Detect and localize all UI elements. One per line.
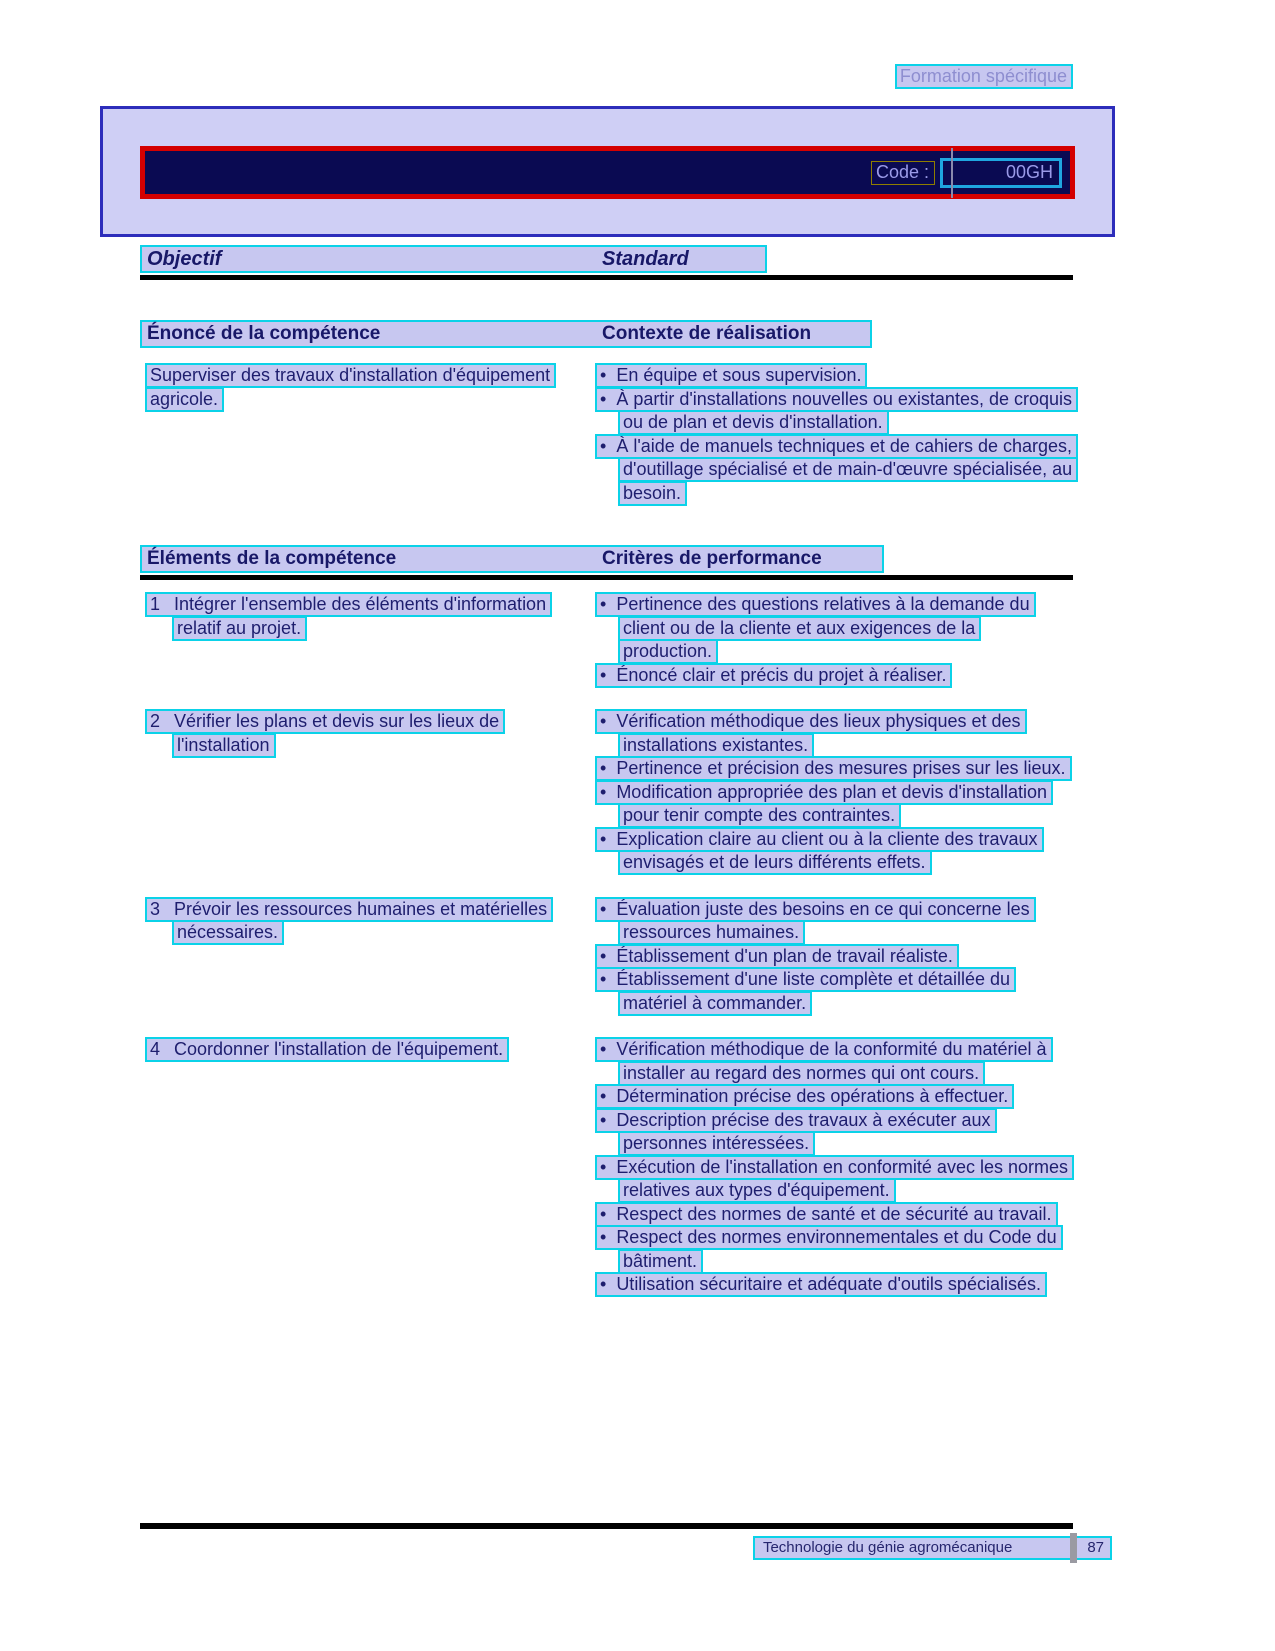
criteria-list — [595, 710, 1073, 875]
contexte-item-text: À l'aide de manuels techniques et de cahiers de charges, d'outillage spécialisé et de main-d'œuvre spécialisée, au besoin. — [616, 435, 1073, 503]
bullet-icon: • — [600, 435, 607, 456]
criteria-item — [595, 1226, 1073, 1273]
bullet-icon: • — [600, 365, 607, 385]
criteria-item — [595, 781, 1073, 828]
criteria-text: Pertinence et précision des mesures prises sur les lieux. — [616, 758, 1066, 778]
bullet-icon: • — [600, 1039, 607, 1059]
page-footer — [753, 1536, 1112, 1560]
element-row-2 — [140, 710, 1073, 875]
element-number: 1 — [150, 594, 161, 614]
title-box — [100, 106, 1115, 237]
element-row-4 — [140, 1038, 1073, 1297]
document-page — [140, 0, 1073, 1297]
objectif-standard-band — [140, 245, 767, 273]
enonce-heading: Énoncé de la compétence — [147, 323, 381, 344]
criteria-text: Respect des normes environnementales et du Code du bâtiment. — [616, 1227, 1057, 1271]
criteria-text: Explication claire au client ou à la cliente des travaux envisagés et de leurs différents effets. — [616, 828, 1038, 872]
bullet-icon: • — [600, 1274, 607, 1294]
code-label: Code : — [871, 161, 935, 185]
criteres-heading: Critères de performance — [602, 548, 822, 569]
bullet-icon: • — [600, 664, 607, 685]
bullet-icon: • — [600, 711, 607, 731]
element-statement — [145, 593, 565, 640]
contexte-item — [595, 364, 1073, 388]
criteria-list — [595, 593, 1073, 687]
criteria-text: Vérification méthodique des lieux physiques et des installations existantes. — [616, 711, 1021, 755]
bullet-icon: • — [600, 1109, 607, 1130]
criteria-item — [595, 593, 1073, 664]
divider-rule-elements — [140, 575, 1073, 580]
contexte-item-text: En équipe et sous supervision. — [616, 365, 862, 385]
element-statement — [145, 898, 565, 945]
bullet-icon: • — [600, 758, 607, 778]
bullet-icon: • — [600, 594, 607, 614]
objectif-heading: Objectif — [147, 247, 222, 270]
criteria-list — [595, 1038, 1073, 1297]
criteria-item — [595, 1085, 1073, 1109]
criteria-text: Établissement d'une liste complète et détaillée du matériel à commander. — [616, 969, 1010, 1013]
criteria-item — [595, 664, 1073, 688]
criteria-item — [595, 1203, 1073, 1227]
page-header-tag: Formation spécifique — [895, 64, 1073, 89]
element-number: 3 — [150, 898, 161, 919]
title-banner — [140, 146, 1075, 199]
element-number: 4 — [150, 1039, 161, 1059]
contexte-heading: Contexte de réalisation — [602, 323, 812, 344]
criteria-text: Respect des normes de santé et de sécurité au travail. — [616, 1203, 1052, 1224]
criteria-text: Vérification méthodique de la conformité du matériel à installer au regard des normes qui ont cours. — [616, 1039, 1047, 1083]
field-divider — [951, 148, 953, 198]
bullet-icon: • — [600, 945, 607, 966]
element-text: Vérifier les plans et devis sur les lieux de l'installation — [174, 711, 500, 755]
criteria-item — [595, 898, 1073, 945]
criteria-text: Énoncé clair et précis du projet à réaliser. — [616, 664, 947, 685]
criteria-text: Établissement d'un plan de travail réaliste. — [616, 945, 953, 966]
criteria-item — [595, 710, 1073, 757]
criteria-item — [595, 1156, 1073, 1203]
element-statement — [145, 1038, 565, 1062]
contexte-item-text: À partir d'installations nouvelles ou existantes, de croquis ou de plan et devis d'installation. — [616, 388, 1072, 432]
page-header-tag-row — [140, 66, 1073, 94]
criteria-text: Exécution de l'installation en conformité avec les normes relatives aux types d'équipement. — [616, 1156, 1068, 1200]
criteria-list — [595, 898, 1073, 1016]
footer-page-number: 87 — [1087, 1539, 1104, 1556]
standard-heading: Standard — [602, 247, 689, 270]
element-text: Intégrer l'ensemble des éléments d'information relatif au projet. — [174, 594, 547, 638]
criteria-item — [595, 968, 1073, 1015]
element-text: Coordonner l'installation de l'équipement. — [174, 1039, 504, 1059]
criteria-text: Modification appropriée des plan et devis d'installation pour tenir compte des contraintes. — [616, 781, 1048, 825]
elements-heading: Éléments de la compétence — [147, 548, 397, 569]
element-row-1 — [140, 593, 1073, 687]
enonce-contexte-band — [140, 320, 872, 348]
elements-criteres-band — [140, 545, 884, 573]
element-row-3 — [140, 898, 1073, 1016]
bullet-icon: • — [600, 828, 607, 849]
divider-rule-top — [140, 275, 1073, 280]
code-value-field[interactable] — [940, 158, 1062, 188]
bullet-icon: • — [600, 898, 607, 919]
criteria-item — [595, 828, 1073, 875]
criteria-text: Pertinence des questions relatives à la demande du client ou de la cliente et aux exigences de la production. — [616, 594, 1030, 661]
criteria-text: Utilisation sécuritaire et adéquate d'outils spécialisés. — [616, 1274, 1041, 1294]
enonce-row — [140, 364, 1073, 505]
footer-program-title: Technologie du génie agromécanique — [762, 1539, 1013, 1556]
element-text: Prévoir les ressources humaines et matérielles nécessaires. — [174, 898, 548, 942]
criteria-item — [595, 757, 1073, 781]
footer-divider-bar — [1070, 1533, 1077, 1563]
bullet-icon: • — [600, 1227, 607, 1247]
contexte-list — [595, 364, 1073, 505]
footer-rule — [140, 1523, 1073, 1529]
element-number: 2 — [150, 711, 161, 731]
competence-statement-cell — [140, 364, 595, 505]
competence-statement: Superviser des travaux d'installation d'équipement agricole. — [145, 364, 565, 411]
bullet-icon: • — [600, 969, 607, 989]
criteria-item — [595, 1273, 1073, 1297]
criteria-text: Détermination précise des opérations à effectuer. — [616, 1086, 1009, 1106]
bullet-icon: • — [600, 1203, 607, 1224]
contexte-item — [595, 388, 1073, 435]
criteria-item — [595, 945, 1073, 969]
contexte-item — [595, 435, 1073, 506]
bullet-icon: • — [600, 1156, 607, 1177]
bullet-icon: • — [600, 781, 607, 802]
code-value: 00GH — [1005, 162, 1053, 182]
bullet-icon: • — [600, 388, 607, 409]
criteria-text: Évaluation juste des besoins en ce qui concerne les ressources humaines. — [616, 898, 1030, 942]
criteria-item — [595, 1038, 1073, 1085]
criteria-item — [595, 1109, 1073, 1156]
bullet-icon: • — [600, 1086, 607, 1106]
element-statement — [145, 710, 565, 757]
criteria-text: Description précise des travaux à exécuter aux personnes intéressées. — [616, 1109, 991, 1153]
